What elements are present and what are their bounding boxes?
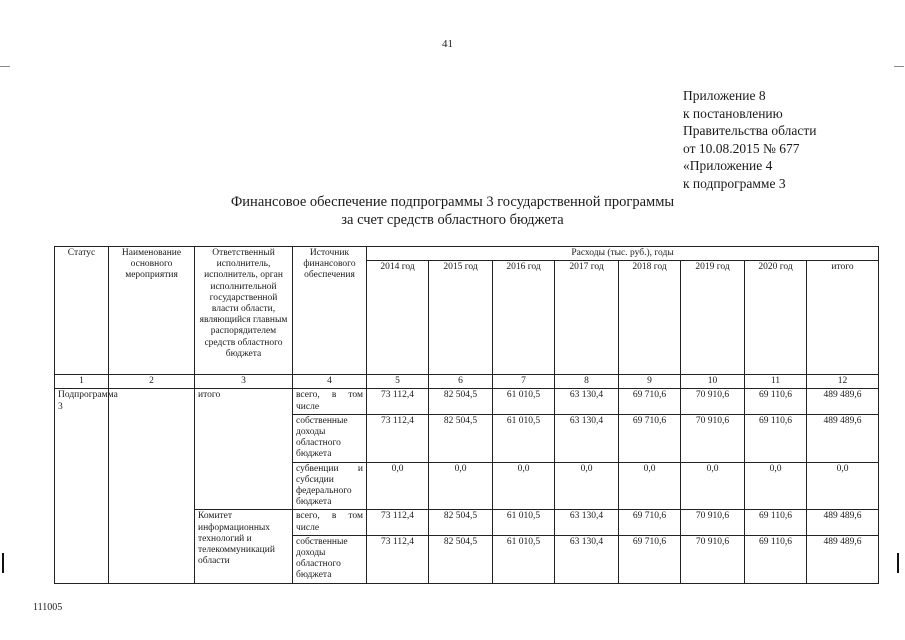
scan-edge-mark [0, 66, 10, 67]
value-cell: 70 910,6 [681, 414, 745, 462]
total-cell: 489 489,6 [807, 414, 879, 462]
value-cell: 0,0 [367, 462, 429, 510]
value-cell: 82 504,5 [429, 535, 493, 583]
executor-cell: итого [195, 389, 293, 510]
header-status: Статус [55, 247, 109, 375]
title-line: Финансовое обеспечение подпрограммы 3 государственной программы [230, 194, 675, 210]
scan-edge-mark [2, 553, 4, 573]
appendix-line: к постановлению [683, 105, 783, 121]
value-cell: 73 112,4 [367, 414, 429, 462]
header-name: Наименование основного мероприятия [109, 247, 195, 375]
column-number: 10 [681, 375, 745, 389]
column-number: 1 [55, 375, 109, 389]
appendix-note [683, 87, 816, 193]
value-cell: 82 504,5 [429, 510, 493, 535]
appendix-line: к подпрограмме 3 [683, 175, 786, 191]
title-line: за счет средств областного бюджета [341, 212, 564, 228]
value-cell: 69 710,6 [619, 414, 681, 462]
total-cell: 489 489,6 [807, 535, 879, 583]
header-year: 2018 год [619, 261, 681, 375]
value-cell: 69 710,6 [619, 535, 681, 583]
column-number: 3 [195, 375, 293, 389]
header-total: итого [807, 261, 879, 375]
header-year: 2014 год [367, 261, 429, 375]
value-cell: 73 112,4 [367, 510, 429, 535]
header-expenses: Расходы (тыс. руб.), годы [367, 247, 879, 261]
budget-table [54, 246, 879, 584]
value-cell: 70 910,6 [681, 389, 745, 414]
source-cell: всего, в том числе [293, 510, 367, 535]
executor-cell: Комитет информационных технологий и телекоммуникаций области [195, 510, 293, 583]
page-number: 41 [442, 38, 453, 50]
column-number: 6 [429, 375, 493, 389]
column-number-row [55, 375, 879, 389]
column-number: 4 [293, 375, 367, 389]
header-row [55, 247, 879, 261]
column-number: 11 [745, 375, 807, 389]
value-cell: 73 112,4 [367, 535, 429, 583]
total-cell: 489 489,6 [807, 389, 879, 414]
header-year: 2015 год [429, 261, 493, 375]
value-cell: 73 112,4 [367, 389, 429, 414]
column-number: 9 [619, 375, 681, 389]
value-cell: 61 010,5 [493, 389, 555, 414]
value-cell: 69 110,6 [745, 414, 807, 462]
status-cell: Подпрограмма 3 [55, 389, 109, 583]
header-year: 2020 год [745, 261, 807, 375]
total-cell: 489 489,6 [807, 510, 879, 535]
header-source: Источник финансового обеспечения [293, 247, 367, 375]
scan-edge-mark [897, 553, 899, 573]
header-year: 2016 год [493, 261, 555, 375]
source-cell: собственные доходы областного бюджета [293, 414, 367, 462]
appendix-line: от 10.08.2015 № 677 [683, 140, 800, 156]
value-cell: 0,0 [555, 462, 619, 510]
value-cell: 82 504,5 [429, 389, 493, 414]
footer-code: 111005 [33, 602, 63, 613]
appendix-line: Правительства области [683, 123, 817, 139]
column-number: 5 [367, 375, 429, 389]
total-cell: 0,0 [807, 462, 879, 510]
table-row [55, 389, 879, 414]
column-number: 2 [109, 375, 195, 389]
header-year: 2017 год [555, 261, 619, 375]
source-cell: всего, в том числе [293, 389, 367, 414]
source-cell: субвенции и субсидии федерального бюджета [293, 462, 367, 510]
value-cell: 70 910,6 [681, 510, 745, 535]
value-cell: 0,0 [745, 462, 807, 510]
value-cell: 0,0 [619, 462, 681, 510]
value-cell: 0,0 [681, 462, 745, 510]
column-number: 8 [555, 375, 619, 389]
value-cell: 69 710,6 [619, 389, 681, 414]
value-cell: 70 910,6 [681, 535, 745, 583]
value-cell: 82 504,5 [429, 414, 493, 462]
header-year: 2019 год [681, 261, 745, 375]
column-number: 12 [807, 375, 879, 389]
scan-edge-mark [894, 66, 904, 67]
value-cell: 63 130,4 [555, 389, 619, 414]
value-cell: 63 130,4 [555, 414, 619, 462]
appendix-line: «Приложение 4 [683, 158, 773, 174]
value-cell: 61 010,5 [493, 510, 555, 535]
value-cell: 0,0 [429, 462, 493, 510]
value-cell: 0,0 [493, 462, 555, 510]
value-cell: 69 710,6 [619, 510, 681, 535]
value-cell: 61 010,5 [493, 414, 555, 462]
value-cell: 63 130,4 [555, 510, 619, 535]
value-cell: 63 130,4 [555, 535, 619, 583]
value-cell: 61 010,5 [493, 535, 555, 583]
header-executor: Ответственный исполнитель, исполнитель, орган исполнительной государственной власти области, являющийся главным распорядителем средств областного бюджета [195, 247, 293, 375]
document-title [200, 193, 705, 229]
source-cell: собственные доходы областного бюджета [293, 535, 367, 583]
value-cell: 69 110,6 [745, 389, 807, 414]
appendix-line: Приложение 8 [683, 88, 766, 103]
value-cell: 69 110,6 [745, 535, 807, 583]
column-number: 7 [493, 375, 555, 389]
value-cell: 69 110,6 [745, 510, 807, 535]
name-cell [109, 389, 195, 583]
